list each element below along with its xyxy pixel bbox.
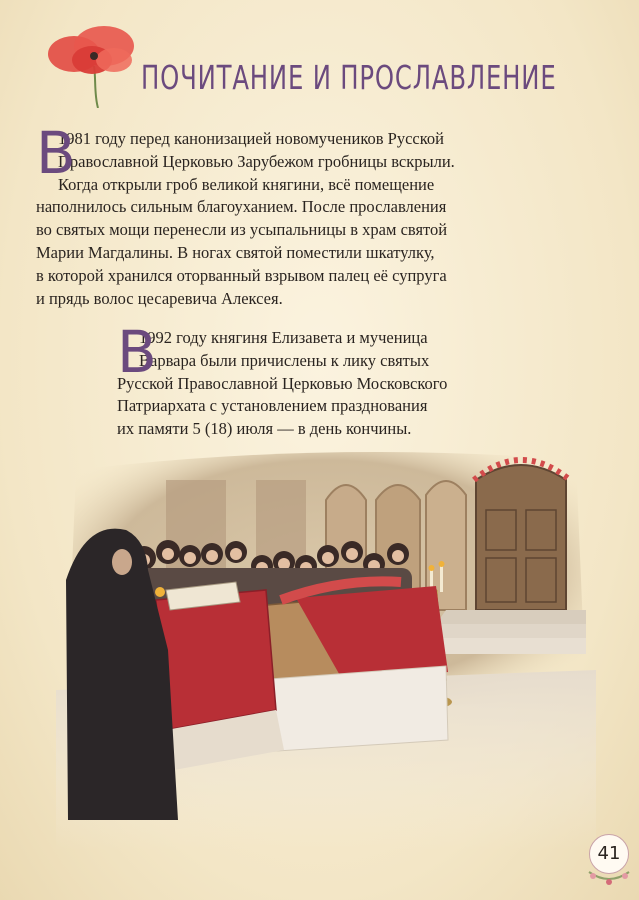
text-line: 1981 году перед канонизацией новомучеников Русской xyxy=(58,129,445,148)
poppy-flower-icon xyxy=(44,16,140,108)
text-line: во святых мощи перенесли из усыпальницы в храм святой xyxy=(36,220,448,240)
page-number: 41 xyxy=(589,834,629,874)
page-number-badge xyxy=(583,828,635,892)
page-title: ПОЧИТАНИЕ И ПРОСЛАВЛЕНИЕ xyxy=(141,58,557,97)
text-line: их памяти 5 (18) июля — в день кончины. xyxy=(117,419,412,439)
text-line: Православной Церковью Зарубежом гробницы вскрыли. xyxy=(58,151,455,171)
text-line: Марии Магдалины. В ногах святой поместили шкатулку, xyxy=(36,242,435,262)
paragraph-1 xyxy=(36,119,626,310)
paragraph-2 xyxy=(117,318,617,441)
text-line: Варвара были причислены к лику святых xyxy=(139,350,430,370)
drop-cap: В xyxy=(117,318,157,386)
text-line: 1992 году княгиня Елизавета и мученица xyxy=(139,328,428,347)
text-line: наполнилось сильным благоуханием. После прославления xyxy=(36,197,447,217)
text-line: Русской Православной Церковью Московского xyxy=(117,373,448,393)
text-line: и прядь волос цесаревича Алексея. xyxy=(36,288,283,308)
church-interior-illustration xyxy=(56,440,596,850)
text-line: Когда открыли гроб великой княгини, всё помещение xyxy=(58,174,435,194)
text-line: в которой хранился оторванный взрывом палец её супруга xyxy=(36,265,447,285)
text-line: Патриархата с установлением празднования xyxy=(117,396,428,416)
drop-cap: В xyxy=(36,119,76,187)
